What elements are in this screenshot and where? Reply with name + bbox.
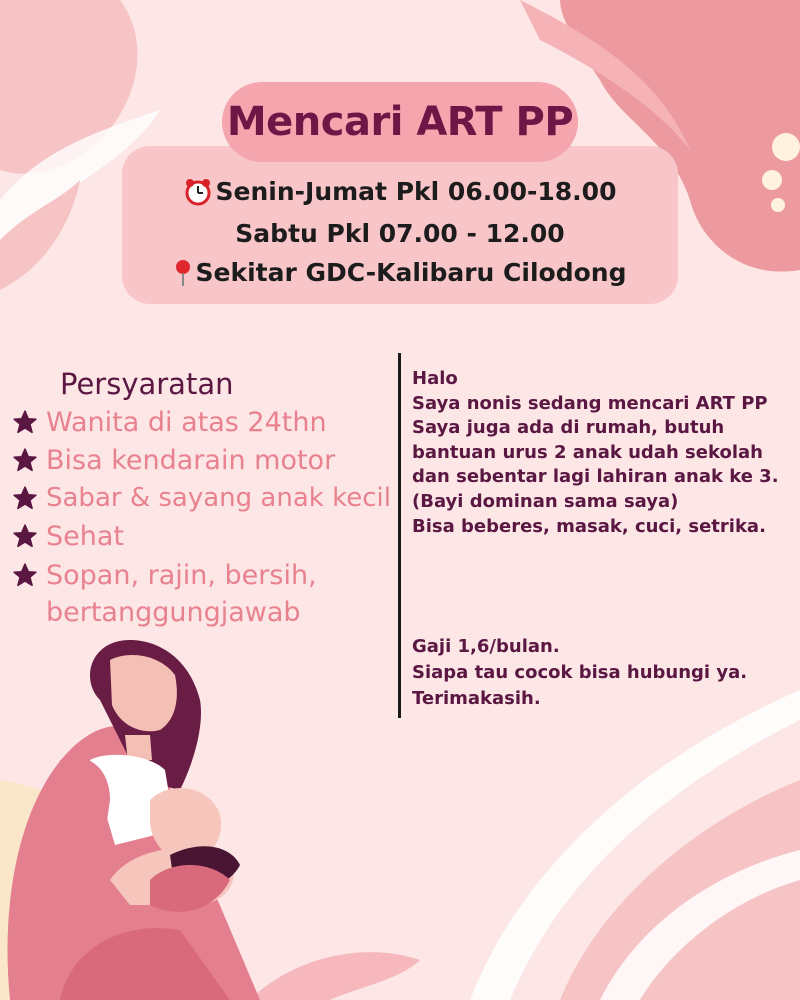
location-pin-icon <box>174 259 192 287</box>
salary-line: Gaji 1,6/bulan. <box>412 636 560 657</box>
schedule-location-text: Sekitar GDC-Kalibaru Cilodong <box>195 258 627 287</box>
message-line: Halo <box>412 368 458 389</box>
schedule-location <box>122 258 678 287</box>
schedule-saturday <box>122 219 678 248</box>
thanks-line: Terimakasih. <box>412 688 541 709</box>
contact-line: Siapa tau cocok bisa hubungi ya. <box>412 662 748 683</box>
message-line: (Bayi dominan sama saya) <box>412 490 679 512</box>
requirement-text: Sopan, rajin, bersih, <box>46 560 317 591</box>
schedule-box <box>122 146 678 304</box>
message-line: Saya nonis sedang mencari ART PP <box>412 392 768 414</box>
schedule-saturday-text: Sabtu Pkl 07.00 - 12.00 <box>235 219 565 248</box>
schedule-weekday-text: Senin-Jumat Pkl 06.00-18.00 <box>215 177 617 206</box>
message-line: dan sebentar lagi lahiran anak ke 3. <box>412 466 779 488</box>
message-line: Saya juga ada di rumah, butuh <box>412 417 725 439</box>
requirements-heading: Persyaratan <box>60 367 234 401</box>
requirement-text: Sabar & sayang anak kecil <box>46 483 391 513</box>
schedule-weekday <box>122 177 678 206</box>
requirement-text: Bisa kendarain motor <box>46 445 336 476</box>
message-line: bantuan urus 2 anak udah sekolah <box>412 441 763 463</box>
alarm-clock-icon <box>184 178 212 206</box>
requirement-text: Wanita di atas 24thn <box>46 407 327 438</box>
title-pill <box>222 82 578 162</box>
poster-title: Mencari ART PP <box>226 99 574 145</box>
message-line: Bisa beberes, masak, cuci, setrika. <box>412 515 766 537</box>
requirement-text: bertanggungjawab <box>46 597 301 628</box>
requirement-text: Sehat <box>46 521 124 552</box>
